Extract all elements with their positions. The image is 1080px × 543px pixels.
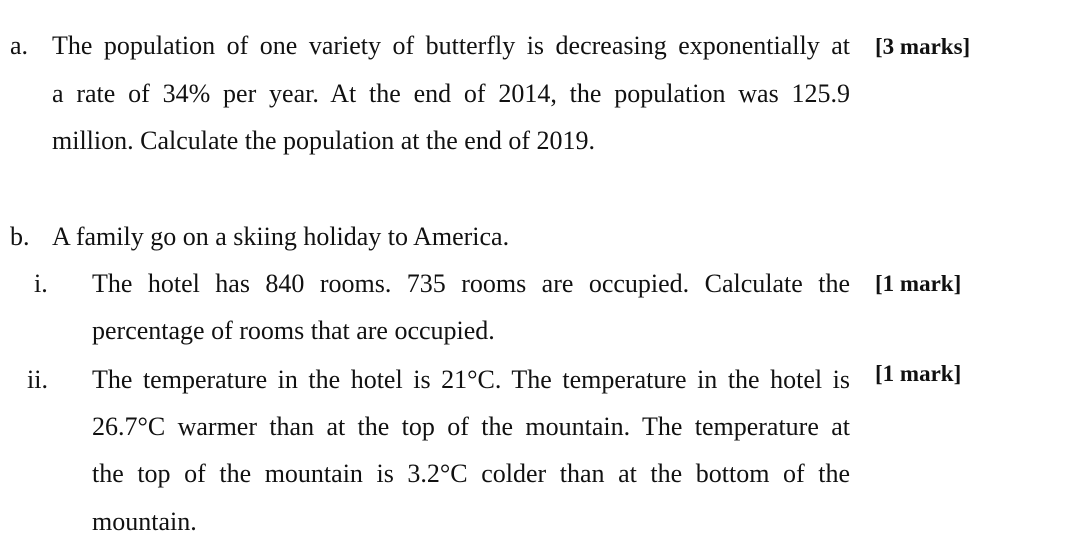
question-a-label: a. [10,31,29,60]
question-b-part-ii-line-1: The temperature in the hotel is 21°C. The temperature in the hotel is [92,365,850,394]
question-b-label: b. [10,222,30,251]
question-b-part-ii-label: ii. [27,365,48,394]
question-a-line-1: The population of one variety of butterfly is decreasing exponentially at [52,31,850,60]
question-b-part-ii-line-3: the top of the mountain is 3.2°C colder than at the bottom of the [92,459,850,488]
question-b-intro: A family go on a skiing holiday to America. [52,222,510,251]
question-b-part-i-line-2: percentage of rooms that are occupied. [92,316,495,345]
question-b-part-ii-marks: [1 mark] [875,361,962,386]
question-a-marks: [3 marks] [875,34,971,59]
question-b-part-i-label: i. [34,269,48,298]
question-b-part-i-marks: [1 mark] [875,271,962,296]
question-b-part-i-line-1: The hotel has 840 rooms. 735 rooms are occupied. Calculate the [92,269,850,298]
question-a-line-2: a rate of 34% per year. At the end of 2014, the population was 125.9 [52,79,850,108]
question-b-part-ii-line-2: 26.7°C warmer than at the top of the mountain. The temperature at [92,412,850,441]
question-b-part-ii-line-4: mountain. [92,507,197,536]
question-a-line-3: million. Calculate the population at the end of 2019. [52,126,595,155]
